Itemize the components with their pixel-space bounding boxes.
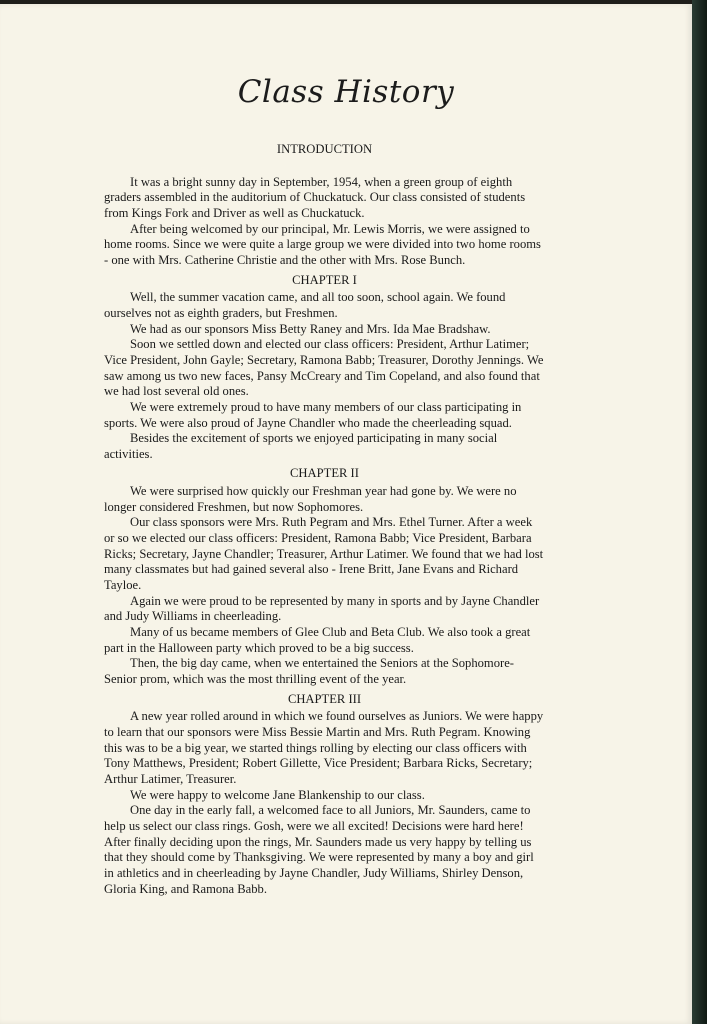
paragraph: Besides the excitement of sports we enjoyed participating in many social activities. [104, 431, 498, 461]
paragraph: Soon we settled down and elected our class officers: President, Arthur Latimer; Vice President, John Gayle; Secretary, Ramona Babb; Treasurer, Dorothy Jennings. We saw among us two new faces, Pansy McCreary and Tim Copeland, and also found that we had lost several old ones. [104, 337, 544, 399]
paragraph: We were extremely proud to have many members of our class participating in sports. We were also proud of Jayne Chandler who made the cheerleading squad. [104, 399, 522, 430]
section-heading-chapter-3: CHAPTER III [287, 691, 362, 706]
paragraph: Our class sponsors were Mrs. Ruth Pegram and Mrs. Ethel Turner. After a week or so we elected our class officers: President, Ramona Babb; Vice President, Barbara Ricks; Secretary, Jayne Chandler; Treasurer, Arthur Latimer. We found that we had lost many classmates but had gained several also - Irene Britt, Jane Evans and Richard Tayloe. [104, 515, 544, 593]
paragraph: One day in the early fall, a welcomed face to all Juniors, Mr. Saunders, came to help us select our class rings. Gosh, were we all excited! Decisions were hard here! After finally deciding upon the rings, Mr. Saunders made us very happy by telling us that they should come by Thanksgiving. We were represented by many a boy and girl in athletics and in cheerleading by Jayne Chandler, Judy Williams, Shirley Denson, Gloria King, and Ramona Babb. [104, 803, 534, 896]
section-heading-chapter-1: CHAPTER I [292, 272, 357, 287]
paragraph: A new year rolled around in which we found ourselves as Juniors. We were happy to learn that our sponsors were Miss Bessie Martin and Mrs. Ruth Pegram. Knowing this was to be a big year, we started things rolling by electing our class officers with Tony Matthews, President; Robert Gillette, Vice President; Barbara Ricks, Secretary; Arthur Latimer, Treasurer. [104, 709, 544, 786]
page-title: Class History [237, 74, 455, 110]
paragraph: After being welcomed by our principal, Mr. Lewis Morris, we were assigned to home rooms. Since we were quite a large group we were divided into two home rooms - one with Mrs. Catherine Christie and the other with Mrs. Rose Bunch. [104, 221, 541, 267]
paragraph: We were surprised how quickly our Freshman year had gone by. We were no longer considered Freshmen, but now Sophomores. [104, 484, 517, 514]
paragraph: It was a bright sunny day in September, 1954, when a green group of eighth graders assembled in the auditorium of Chuckatuck. Our class consisted of students from Kings Fork and Driver as well as Chuckatuck. [104, 174, 526, 220]
paragraph: Well, the summer vacation came, and all too soon, school again. We found ourselves not as eighth graders, but Freshmen. [104, 290, 506, 320]
history-text [104, 138, 545, 897]
paragraph: Many of us became members of Glee Club and Beta Club. We also took a great part in the Halloween party which proved to be a big success. [104, 625, 531, 655]
yearbook-page [0, 4, 692, 1024]
section-heading-chapter-2: CHAPTER II [290, 466, 359, 481]
paragraph: We had as our sponsors Miss Betty Raney and Mrs. Ida Mae Bradshaw. [130, 321, 491, 336]
page-edge [692, 0, 707, 1024]
paragraph: Then, the big day came, when we entertained the Seniors at the Sophomore-Senior prom, which was the most thrilling event of the year. [104, 656, 514, 686]
section-heading-introduction: INTRODUCTION [276, 142, 373, 156]
paragraph: We were happy to welcome Jane Blankenship to our class. [130, 787, 425, 802]
paragraph: Again we were proud to be represented by many in sports and by Jayne Chandler and Judy Williams in cheerleading. [104, 593, 540, 624]
